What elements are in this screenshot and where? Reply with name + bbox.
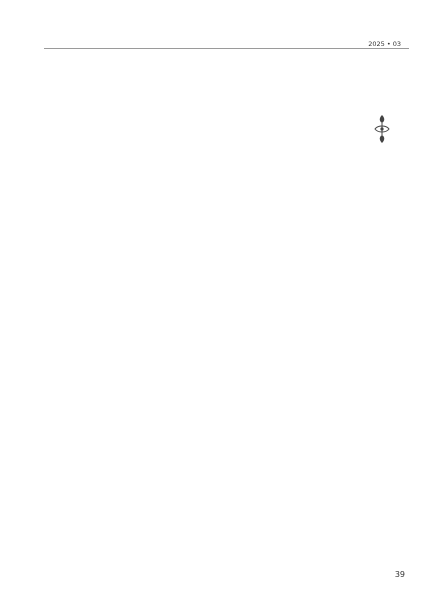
- text-column: [145, 62, 154, 302]
- text-column: [398, 313, 407, 560]
- text-column: [260, 313, 269, 560]
- text-column: [337, 62, 346, 302]
- text-column: [103, 313, 112, 560]
- text-column: [155, 62, 164, 302]
- text-column: [309, 313, 318, 560]
- text-column: [105, 62, 114, 302]
- text-column: [368, 62, 377, 302]
- text-column: [196, 62, 205, 302]
- text-column: [378, 313, 387, 560]
- text-column: [113, 313, 122, 560]
- text-column: [378, 62, 387, 302]
- text-column: [327, 62, 336, 302]
- text-column: [319, 313, 328, 560]
- text-column: [64, 62, 73, 302]
- text-column: [93, 313, 102, 560]
- text-column: [256, 62, 265, 302]
- text-column: [226, 62, 235, 302]
- text-column: [216, 62, 225, 302]
- text-column: [349, 313, 358, 560]
- text-column: [54, 313, 63, 560]
- text-column: [115, 62, 124, 302]
- text-column: [398, 62, 407, 302]
- text-column: [357, 62, 366, 302]
- text-column: [388, 62, 397, 302]
- text-column: [270, 313, 279, 560]
- text-column: [64, 313, 73, 560]
- text-column: [135, 62, 144, 302]
- text-column: [277, 62, 286, 302]
- text-column: [241, 313, 250, 560]
- text-column: [290, 313, 299, 560]
- text-column: [236, 62, 245, 302]
- text-column: [307, 62, 316, 302]
- text-column: [125, 62, 134, 302]
- text-column: [266, 62, 275, 302]
- text-column: [280, 313, 289, 560]
- text-column: [54, 62, 63, 302]
- text-column: [83, 313, 92, 560]
- text-column: [317, 62, 326, 302]
- text-column: [74, 62, 83, 302]
- text-column: [186, 62, 195, 302]
- text-column: [347, 62, 356, 302]
- text-column: [162, 313, 171, 560]
- text-column: [152, 313, 161, 560]
- text-column: [132, 313, 141, 560]
- text-column: [201, 313, 210, 560]
- text-column: [211, 313, 220, 560]
- text-column: [182, 313, 191, 560]
- text-column: [221, 313, 230, 560]
- text-column: [206, 62, 215, 302]
- text-column: [359, 313, 368, 560]
- text-column: [84, 62, 93, 302]
- text-column: [246, 62, 255, 302]
- text-column: [388, 313, 397, 560]
- text-column: [339, 313, 348, 560]
- text-column: [300, 313, 309, 560]
- text-column: [191, 313, 200, 560]
- text-block-top: [44, 62, 407, 302]
- text-column: [165, 62, 174, 302]
- text-column: [44, 313, 53, 560]
- text-column: [231, 313, 240, 560]
- text-column: [172, 313, 181, 560]
- text-column: [297, 62, 306, 302]
- text-column: [123, 313, 132, 560]
- text-column: [175, 62, 184, 302]
- text-block-bottom: [44, 313, 407, 560]
- text-column: [44, 62, 53, 302]
- text-column: [250, 313, 259, 560]
- page-number: 39: [394, 570, 405, 579]
- issue-label: 2025 • 03: [364, 40, 405, 48]
- text-column: [329, 313, 338, 560]
- text-column: [287, 62, 296, 302]
- header-rule: [44, 48, 409, 49]
- text-column: [368, 313, 377, 560]
- text-column: [142, 313, 151, 560]
- text-column: [73, 313, 82, 560]
- text-column: [95, 62, 104, 302]
